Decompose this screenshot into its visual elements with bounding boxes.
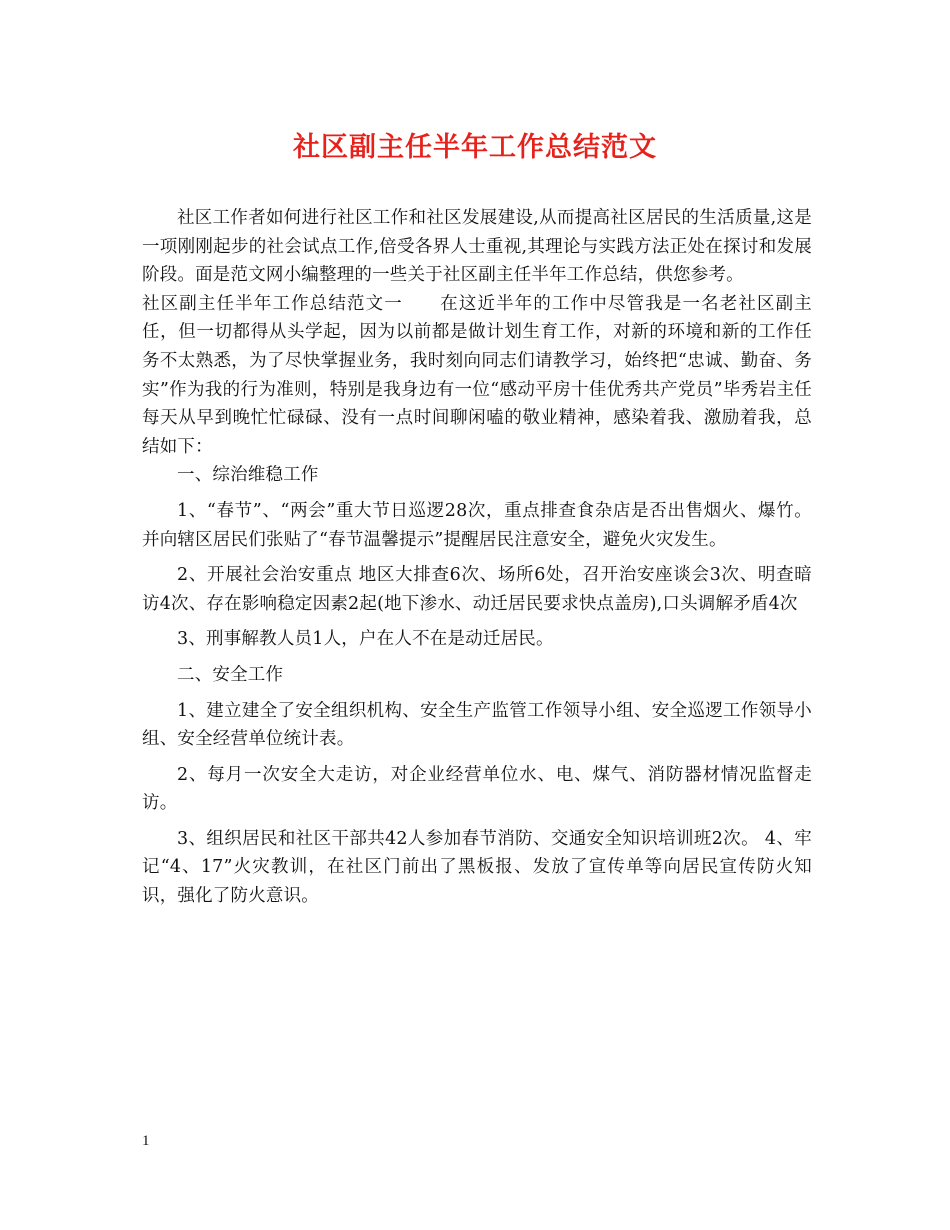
section-heading-safety: 二、安全工作 [177,664,284,685]
section-heading-stability: 一、综治维稳工作 [177,465,319,486]
intro-paragraph: 社区工作者如何进行社区工作和社区发展建设,从而提高社区居民的生活质量,这是一项刚刚起步的社会试点工作,倍受各界人士重视,其理论与实践方法正处在探讨和发展阶段。面是范文网小编整理的一些关于社区副主任半年工作总结，供您参考。 [142,208,812,286]
list-item-patrol: 1、“春节”、“两会”重大节日巡逻28次，重点排查食杂店是否出售烟火、爆竹。并向辖区居民们张贴了“春节温馨提示”提醒居民注意安全，避免火灾发生。 [142,500,812,550]
list-item-security-check: 2、开展社会治安重点 地区大排查6次、场所6处，召开治安座谈会3次、明查暗访4次、存在影响稳定因素2起(地下渗水、动迁居民要求快点盖房),口头调解矛盾4次 [142,565,812,614]
sample-one-paragraph: 社区副主任半年工作总结范文一 在这近半年的工作中尽管我是一名老社区副主任，但一切都得从头学起，因为以前都是做计划生育工作，对新的环境和新的工作任务不太熟悉，为了尽快掌握业务，我时刻向同志们请教学习，始终把“忠诚、勤奋、务实”作为我的行为准则，特别是我身边有一位“感动平房十佳优秀共产党员”毕秀岩主任每天从早到晚忙忙碌碌、没有一点时间聊闲嗑的敬业精神，感染着我、激励着我，总结如下： [142,293,812,457]
list-item-released-persons: 3、刑事解教人员1人，户在人不在是动迁居民。 [177,629,554,650]
list-item-training: 3、组织居民和社区干部共42人参加春节消防、交通安全知识培训班2次。 4、牢记“4、17”火灾教训，在社区门前出了黑板报、发放了宣传单等向居民宣传防火知识，强化了防火意识。 [142,828,812,907]
list-item-safety-organization: 1、建立建全了安全组织机构、安全生产监管工作领导小组、安全巡逻工作领导小组、安全经营单位统计表。 [142,700,812,750]
list-item-monthly-visit: 2、每月一次安全大走访，对企业经营单位水、电、煤气、消防器材情况监督走访。 [142,764,812,814]
document-body [142,204,812,911]
document-title: 社区副主任半年工作总结范文 [293,132,657,163]
page-number: 1 [142,1133,150,1149]
